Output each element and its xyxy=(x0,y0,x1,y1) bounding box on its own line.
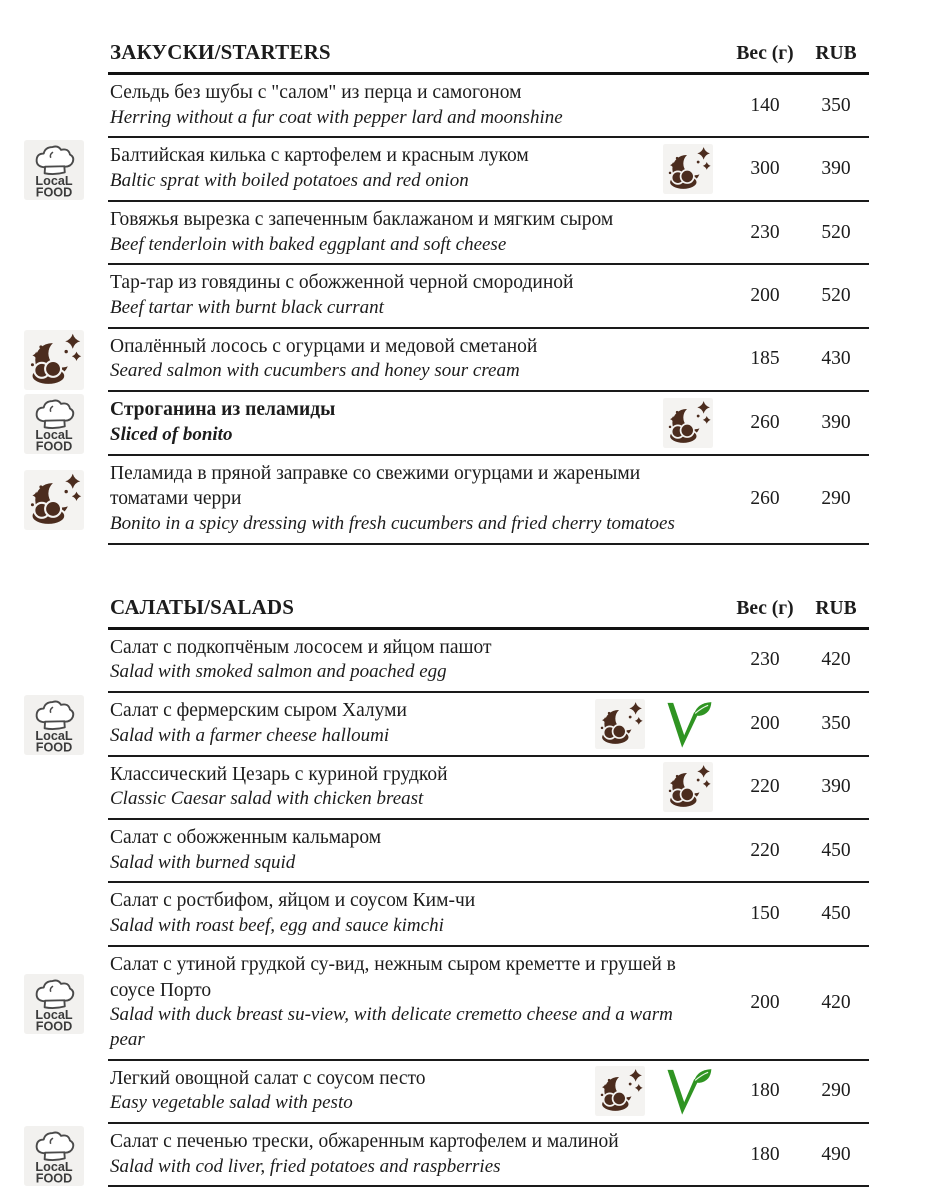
row-left-badge-slot xyxy=(0,392,108,455)
dish-names xyxy=(108,202,713,263)
dish-weight: 150 xyxy=(750,903,780,925)
dish-weight: 200 xyxy=(750,712,780,734)
dish-names xyxy=(108,693,595,754)
dish-name-en: Easy vegetable salad with pesto xyxy=(110,1092,353,1114)
menu xyxy=(0,22,869,1187)
dish-name-ru: Салат с ростбифом, яйцом и соусом Ким-чи xyxy=(110,890,476,912)
dish-names xyxy=(108,947,713,1059)
dish-price: 430 xyxy=(821,348,851,370)
row-badges xyxy=(663,757,713,818)
section-rows xyxy=(0,75,869,545)
dish-names xyxy=(108,138,663,199)
row-left-badge-slot xyxy=(0,456,108,545)
dish-price: 390 xyxy=(821,158,851,180)
veg-v-glyph xyxy=(668,702,712,748)
dish-name-en: Salad with smoked salmon and poached egg xyxy=(110,661,447,683)
menu-item-row xyxy=(0,392,869,455)
row-left-badge-slot xyxy=(0,75,108,138)
dish-name-en: Salad with roast beef, egg and sauce kimchi xyxy=(110,915,444,937)
dish-weight: 220 xyxy=(750,839,780,861)
dish-name-ru: Салат с обожженным кальмаром xyxy=(110,826,382,848)
dish-name-en: Baltic sprat with boiled potatoes and red onion xyxy=(110,170,469,192)
local-food-label-line1: LocaL xyxy=(35,1007,73,1022)
row-left-badge-slot xyxy=(0,947,108,1061)
dish-price: 490 xyxy=(821,1143,851,1165)
row-badges xyxy=(663,392,713,453)
local-food-label-line1: LocaL xyxy=(35,728,73,743)
section-header-gutter xyxy=(0,22,108,75)
local-food-label-line2: FOOD xyxy=(35,740,73,755)
dish-weight: 220 xyxy=(750,776,780,798)
moon-stars-icon xyxy=(595,699,645,749)
dish-name-ru: Салат с утиной грудкой су-вид, нежным сыром креметте и грушей в соусе Порто xyxy=(110,953,676,1001)
dish-name-ru: Балтийская килька с картофелем и красным луком xyxy=(110,145,529,167)
section-header-row xyxy=(0,22,869,75)
dish-price: 290 xyxy=(821,1080,851,1102)
menu-item-row xyxy=(0,329,869,392)
local-food-chef-hat-icon xyxy=(24,1126,84,1186)
dish-names xyxy=(108,883,713,944)
dish-price: 520 xyxy=(821,284,851,306)
dish-price: 450 xyxy=(821,903,851,925)
menu-item-row xyxy=(0,757,869,820)
dish-name-en: Salad with burned squid xyxy=(110,851,296,873)
moon-stars-icon xyxy=(24,330,84,390)
dish-name-ru: Тар-тар из говядины с обожженной черной смородиной xyxy=(110,272,574,294)
dish-names xyxy=(108,265,713,326)
menu-item-row xyxy=(0,693,869,756)
section-title: ЗАКУСКИ/STARTERS xyxy=(110,40,331,64)
vegetarian-leaf-icon xyxy=(661,1064,713,1118)
dish-weight: 260 xyxy=(750,411,780,433)
local-food-label-line1: LocaL xyxy=(35,1159,73,1174)
dish-price: 350 xyxy=(821,712,851,734)
menu-item-row xyxy=(0,138,869,201)
dish-name-ru: Классический Цезарь с куриной грудкой xyxy=(110,763,448,785)
dish-name-ru: Салат с фермерским сыром Халуми xyxy=(110,700,407,722)
dish-price: 350 xyxy=(821,94,851,116)
menu-item-row xyxy=(0,820,869,883)
dish-name-en: Beef tartar with burnt black currant xyxy=(110,297,384,318)
local-food-chef-hat-icon xyxy=(24,974,84,1034)
row-left-badge-slot xyxy=(0,1124,108,1187)
row-left-badge-slot xyxy=(0,265,108,328)
dish-name-en: Salad with cod liver, fried potatoes and raspberries xyxy=(110,1155,501,1177)
dish-weight: 185 xyxy=(750,348,780,370)
menu-item-row xyxy=(0,947,869,1061)
dish-price: 520 xyxy=(821,221,851,243)
dish-price: 450 xyxy=(821,839,851,861)
dish-names xyxy=(108,329,713,390)
dish-name-en: Seared salmon with cucumbers and honey sour cream xyxy=(110,360,520,382)
weight-column-header: Вес (г) xyxy=(736,597,794,619)
vegetarian-leaf-icon xyxy=(661,697,713,751)
weight-column-header: Вес (г) xyxy=(736,43,794,64)
menu-item-row xyxy=(0,1061,869,1124)
local-food-label-line2: FOOD xyxy=(35,1171,73,1186)
local-food-label-line2: FOOD xyxy=(35,1018,73,1033)
section-header-row xyxy=(0,577,869,630)
menu-item-row xyxy=(0,202,869,265)
section-title: САЛАТЫ/SALADS xyxy=(110,594,295,619)
row-left-badge-slot xyxy=(0,202,108,265)
menu-item-row xyxy=(0,456,869,545)
dish-name-ru: Опалённый лосось с огурцами и медовой сметаной xyxy=(110,335,538,357)
row-left-badge-slot xyxy=(0,820,108,883)
dish-name-en: Bonito in a spicy dressing with fresh cucumbers and fried cherry tomatoes xyxy=(110,513,675,534)
dish-name-ru: Салат с подкопчёным лососем и яйцом пашот xyxy=(110,636,492,658)
menu-item-row xyxy=(0,883,869,946)
menu-item-row xyxy=(0,1124,869,1187)
menu-item-row xyxy=(0,265,869,328)
dish-weight: 200 xyxy=(750,991,780,1013)
local-food-label-line2: FOOD xyxy=(35,185,73,200)
moon-stars-icon xyxy=(663,398,713,448)
local-food-chef-hat-icon xyxy=(24,140,84,200)
dish-price: 390 xyxy=(821,411,851,433)
row-left-badge-slot xyxy=(0,329,108,392)
dish-price: 420 xyxy=(821,991,851,1013)
dish-names xyxy=(108,1124,713,1185)
dish-name-ru: Сельдь без шубы с "салом" из перца и самогоном xyxy=(110,82,522,103)
dish-weight: 230 xyxy=(750,221,780,243)
dish-price: 390 xyxy=(821,776,851,798)
dish-names xyxy=(108,630,713,691)
section-rows xyxy=(0,630,869,1187)
local-food-label-line1: LocaL xyxy=(35,174,73,189)
moon-stars-icon xyxy=(663,144,713,194)
dish-names xyxy=(108,456,713,543)
dish-name-ru: Строганина из пеламиды xyxy=(110,399,336,421)
dish-names xyxy=(108,1061,595,1122)
row-left-badge-slot xyxy=(0,138,108,201)
row-badges xyxy=(595,693,713,754)
menu-item-row xyxy=(0,630,869,693)
dish-name-en: Salad with duck breast su-view, with delicate cremetto cheese and a warm pear xyxy=(110,1004,673,1050)
dish-name-ru: Говяжья вырезка с запеченным баклажаном и мягким сыром xyxy=(110,208,614,230)
row-badges xyxy=(663,138,713,199)
dish-name-en: Sliced of bonito xyxy=(110,423,233,445)
moon-stars-icon xyxy=(663,762,713,812)
dish-price: 420 xyxy=(821,649,851,671)
dish-weight: 180 xyxy=(750,1143,780,1165)
dish-name-en: Salad with a farmer cheese halloumi xyxy=(110,724,390,746)
row-left-badge-slot xyxy=(0,883,108,946)
dish-name-ru: Салат с печенью трески, обжаренным картофелем и малиной xyxy=(110,1131,619,1153)
dish-names xyxy=(108,757,663,818)
dish-weight: 140 xyxy=(750,94,780,116)
price-column-header: RUB xyxy=(815,43,857,64)
dish-price: 290 xyxy=(821,488,851,510)
dish-weight: 200 xyxy=(750,284,780,306)
local-food-label-line2: FOOD xyxy=(35,439,73,454)
menu-section xyxy=(0,22,869,545)
row-left-badge-slot xyxy=(0,1061,108,1124)
dish-weight: 260 xyxy=(750,488,780,510)
dish-weight: 230 xyxy=(750,649,780,671)
dish-names xyxy=(108,75,713,136)
dish-name-en: Classic Caesar salad with chicken breast xyxy=(110,788,424,810)
dish-names xyxy=(108,392,663,453)
row-left-badge-slot xyxy=(0,757,108,820)
dish-weight: 180 xyxy=(750,1080,780,1102)
menu-section xyxy=(0,577,869,1187)
moon-stars-icon xyxy=(595,1066,645,1116)
dish-name-ru: Пеламида в пряной заправке со свежими огурцами и жареными томатами черри xyxy=(110,462,641,510)
local-food-chef-hat-icon xyxy=(24,394,84,454)
local-food-chef-hat-icon xyxy=(24,695,84,755)
dish-name-en: Herring without a fur coat with pepper lard and moonshine xyxy=(110,106,563,128)
dish-name-ru: Легкий овощной салат с соусом песто xyxy=(110,1067,426,1089)
dish-weight: 300 xyxy=(750,158,780,180)
moon-stars-icon xyxy=(24,470,84,530)
menu-item-row xyxy=(0,75,869,138)
price-column-header: RUB xyxy=(815,597,857,619)
dish-name-en: Beef tenderloin with baked eggplant and soft cheese xyxy=(110,233,507,255)
local-food-label-line1: LocaL xyxy=(35,427,73,442)
section-header-gutter xyxy=(0,577,108,630)
row-badges xyxy=(595,1061,713,1122)
dish-names xyxy=(108,820,713,881)
row-left-badge-slot xyxy=(0,630,108,693)
veg-v-glyph xyxy=(668,1069,712,1115)
row-left-badge-slot xyxy=(0,693,108,756)
